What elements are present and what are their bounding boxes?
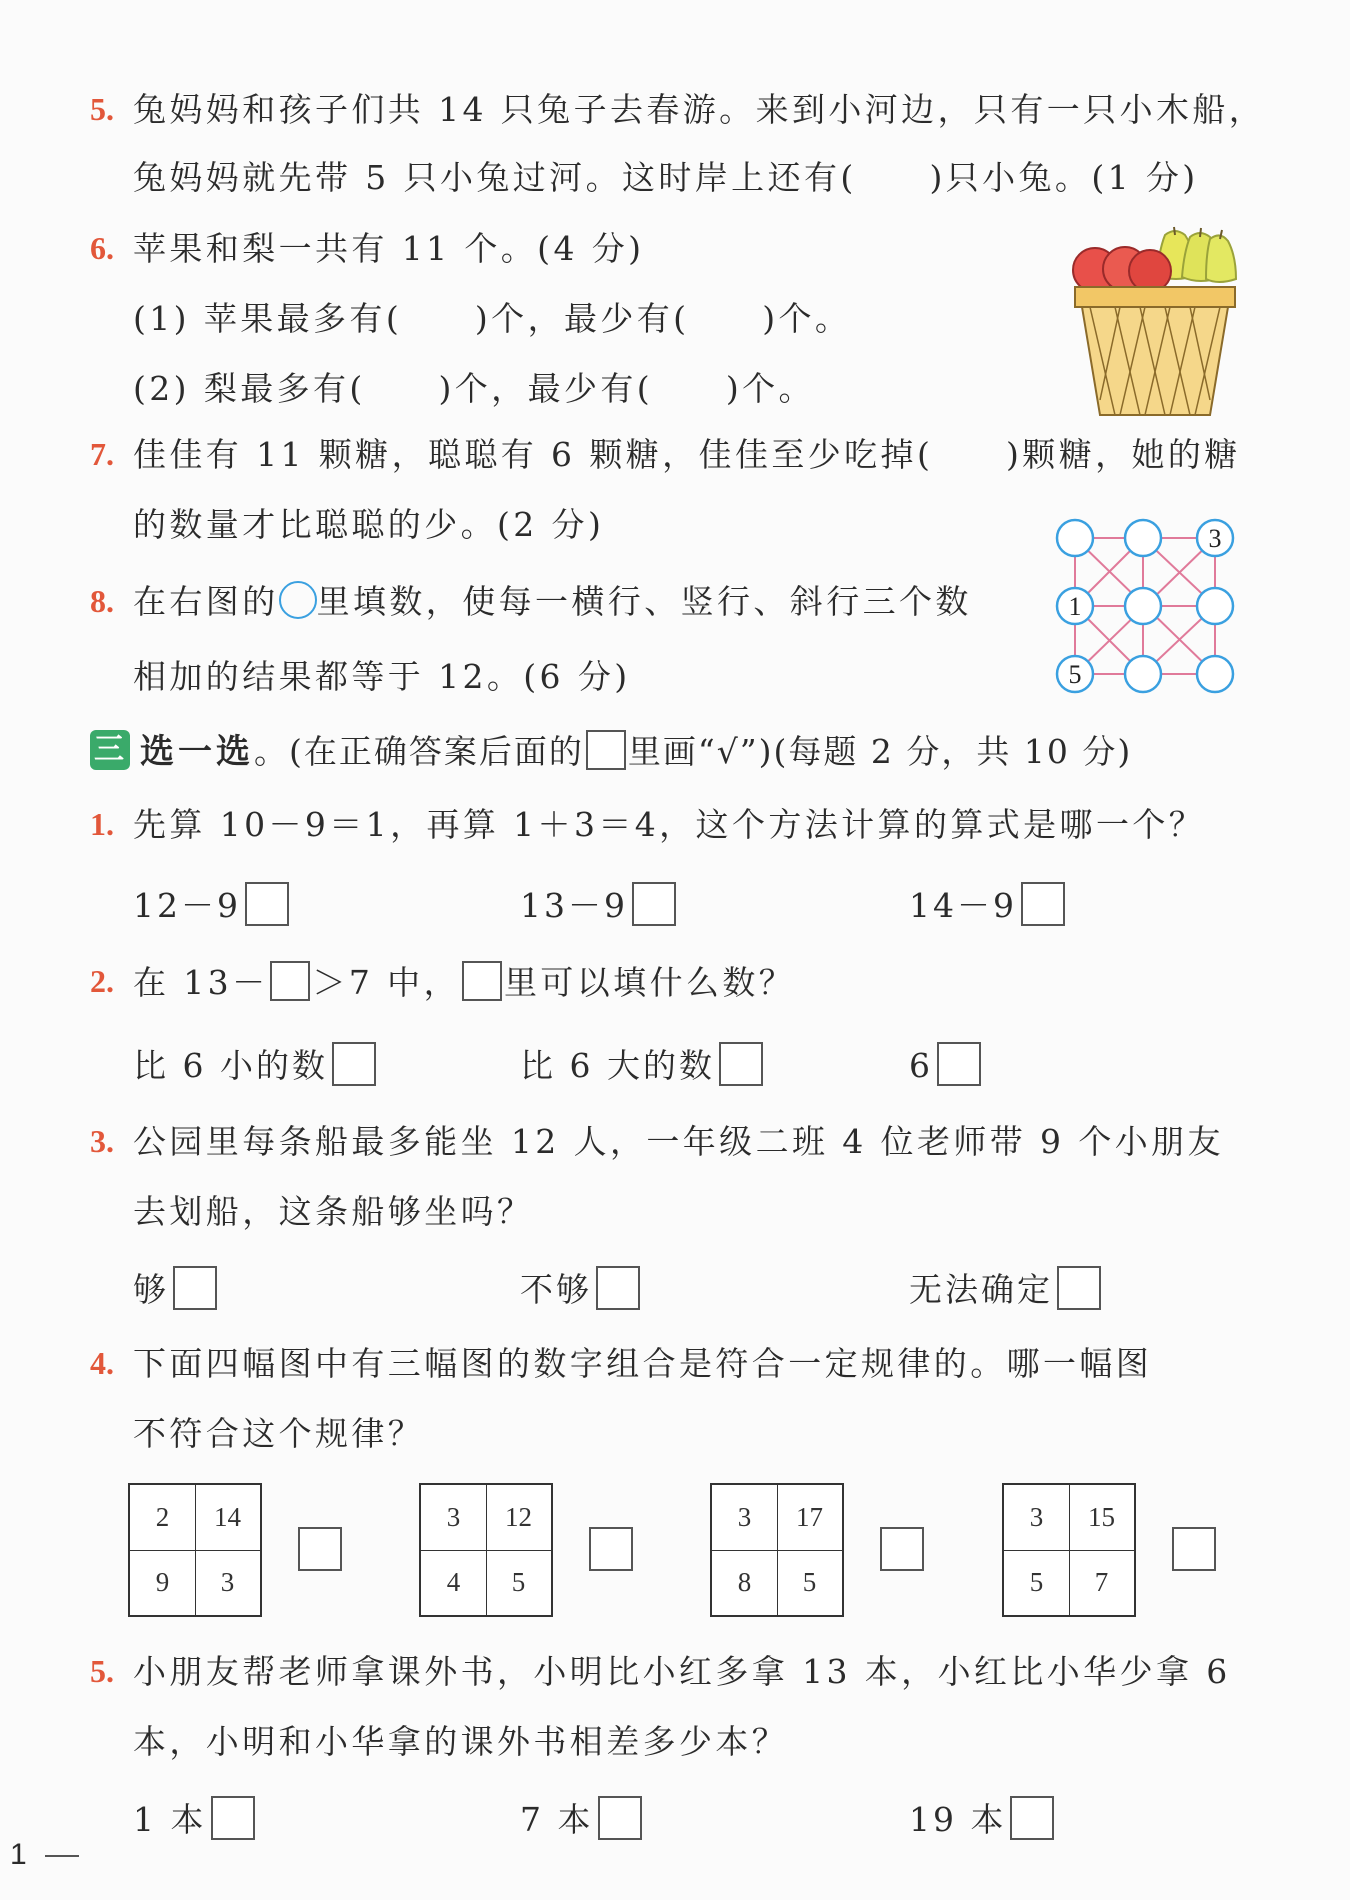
answer-option: 7 本 <box>520 1800 642 1844</box>
answer-checkbox[interactable] <box>245 882 289 926</box>
page-number-rule <box>45 1855 79 1857</box>
section-title: 选一选 <box>140 732 254 772</box>
number-grid <box>128 1483 262 1617</box>
fruit-basket-illustration <box>1070 225 1240 420</box>
grid-cell: 8 <box>737 1567 752 1597</box>
question-text: 下面四幅图中有三幅图的数字组合是符合一定规律的。哪一幅图 <box>133 1344 1153 1383</box>
question-text: 在右图的 里填数，使每一横行、竖行、斜行三个数 <box>133 582 972 621</box>
question-text: 先算 10－9＝1，再算 1＋3＝4，这个方法计算的算式是哪一个？ <box>133 805 1206 844</box>
blank-box[interactable] <box>270 961 310 1001</box>
question-number: 2. <box>90 963 114 999</box>
grid-cell: 3 <box>737 1502 752 1532</box>
grid-cell: 4 <box>446 1567 461 1597</box>
question-text: 公园里每条船最多能坐 12 人，一年级二班 4 位老师带 9 个小朋友 <box>133 1122 1224 1161</box>
answer-checkbox[interactable] <box>598 1796 642 1840</box>
answer-checkbox[interactable] <box>880 1527 924 1571</box>
grid-cell: 3 <box>1029 1502 1044 1532</box>
question-text: 不符合这个规律？ <box>133 1414 425 1453</box>
answer-checkbox[interactable] <box>173 1266 217 1310</box>
answer-option: 12－9 <box>133 886 289 930</box>
puzzle-given-number: 5 <box>1068 660 1082 689</box>
answer-checkbox[interactable] <box>211 1796 255 1840</box>
blank-box[interactable] <box>462 961 502 1001</box>
answer-option: 19 本 <box>909 1800 1054 1844</box>
question-number: 5. <box>90 91 114 127</box>
grid-cell: 3 <box>220 1567 235 1597</box>
question-text: 在 13－ ＞7 中， 里可以填什么数？ <box>133 963 796 1002</box>
question-number: 3. <box>90 1123 114 1159</box>
question-number: 1. <box>90 806 114 842</box>
answer-option: 无法确定 <box>909 1270 1101 1314</box>
answer-option: 不够 <box>520 1270 640 1314</box>
question-number: 5. <box>90 1653 114 1689</box>
question-text: 本，小明和小华拿的课外书相差多少本？ <box>133 1722 789 1761</box>
answer-option: 比 6 大的数 <box>520 1046 763 1090</box>
grid-cell: 5 <box>1029 1567 1044 1597</box>
grid-cell: 14 <box>214 1502 241 1532</box>
question-text: 去划船，这条船够坐吗？ <box>133 1192 534 1231</box>
section-header: 三 选一选。(在正确答案后面的 里画“√”)(每题 2 分，共 10 分) <box>90 734 1132 774</box>
question-text: 苹果和梨一共有 11 个。(4 分) <box>133 229 645 268</box>
puzzle-given-number: 3 <box>1208 524 1222 553</box>
answer-option: 13－9 <box>520 886 676 930</box>
question-text: 的数量才比聪聪的少。(2 分) <box>133 505 605 544</box>
question-number: 7. <box>90 436 114 472</box>
grid-cell: 9 <box>155 1567 170 1597</box>
number-grid <box>419 1483 553 1617</box>
answer-checkbox[interactable] <box>298 1527 342 1571</box>
question-number: 4. <box>90 1345 114 1381</box>
answer-checkbox[interactable] <box>1057 1266 1101 1310</box>
grid-cell: 17 <box>796 1502 823 1532</box>
magic-square-puzzle <box>1055 518 1241 704</box>
grid-cell: 7 <box>1094 1567 1109 1597</box>
circle-blank-icon <box>279 581 317 619</box>
number-grid <box>710 1483 844 1617</box>
answer-option: 比 6 小的数 <box>133 1046 376 1090</box>
checkbox-example-icon <box>586 730 626 770</box>
grid-cell: 12 <box>505 1502 532 1532</box>
answer-checkbox[interactable] <box>1010 1796 1054 1840</box>
question-text: 兔妈妈和孩子们共 14 只兔子去春游。来到小河边，只有一只小木船， <box>133 90 1266 129</box>
puzzle-given-number: 1 <box>1068 592 1082 621</box>
answer-option: 14－9 <box>909 886 1065 930</box>
question-number: 6. <box>90 230 114 266</box>
grid-cell: 15 <box>1088 1502 1115 1532</box>
question-text: 兔妈妈就先带 5 只小兔过河。这时岸上还有( )只小兔。(1 分) <box>133 158 1199 197</box>
grid-cell: 3 <box>446 1502 461 1532</box>
number-grid <box>1002 1483 1136 1617</box>
grid-cell: 5 <box>511 1567 526 1597</box>
answer-checkbox[interactable] <box>596 1266 640 1310</box>
question-subtext: (2) 梨最多有( )个，最少有( )个。 <box>133 369 815 408</box>
answer-checkbox[interactable] <box>332 1042 376 1086</box>
question-text: 佳佳有 11 颗糖，聪聪有 6 颗糖，佳佳至少吃掉( )颗糖，她的糖 <box>133 435 1241 474</box>
answer-checkbox[interactable] <box>1172 1527 1216 1571</box>
section-badge: 三 <box>90 730 130 770</box>
answer-checkbox[interactable] <box>719 1042 763 1086</box>
question-subtext: (1) 苹果最多有( )个，最少有( )个。 <box>133 299 852 338</box>
answer-checkbox[interactable] <box>632 882 676 926</box>
page-number: 1 <box>10 1838 27 1871</box>
grid-cell: 2 <box>155 1502 170 1532</box>
answer-option: 1 本 <box>133 1800 255 1844</box>
apple-icon <box>1073 247 1171 292</box>
answer-option: 够 <box>133 1270 217 1314</box>
answer-checkbox[interactable] <box>1021 882 1065 926</box>
question-number: 8. <box>90 583 114 619</box>
question-text: 相加的结果都等于 12。(6 分) <box>133 657 631 696</box>
question-text: 小朋友帮老师拿课外书，小明比小红多拿 13 本，小红比小华少拿 6 <box>133 1652 1231 1691</box>
answer-option: 6 <box>909 1046 981 1090</box>
answer-checkbox[interactable] <box>589 1527 633 1571</box>
grid-cell: 5 <box>802 1567 817 1597</box>
answer-checkbox[interactable] <box>937 1042 981 1086</box>
